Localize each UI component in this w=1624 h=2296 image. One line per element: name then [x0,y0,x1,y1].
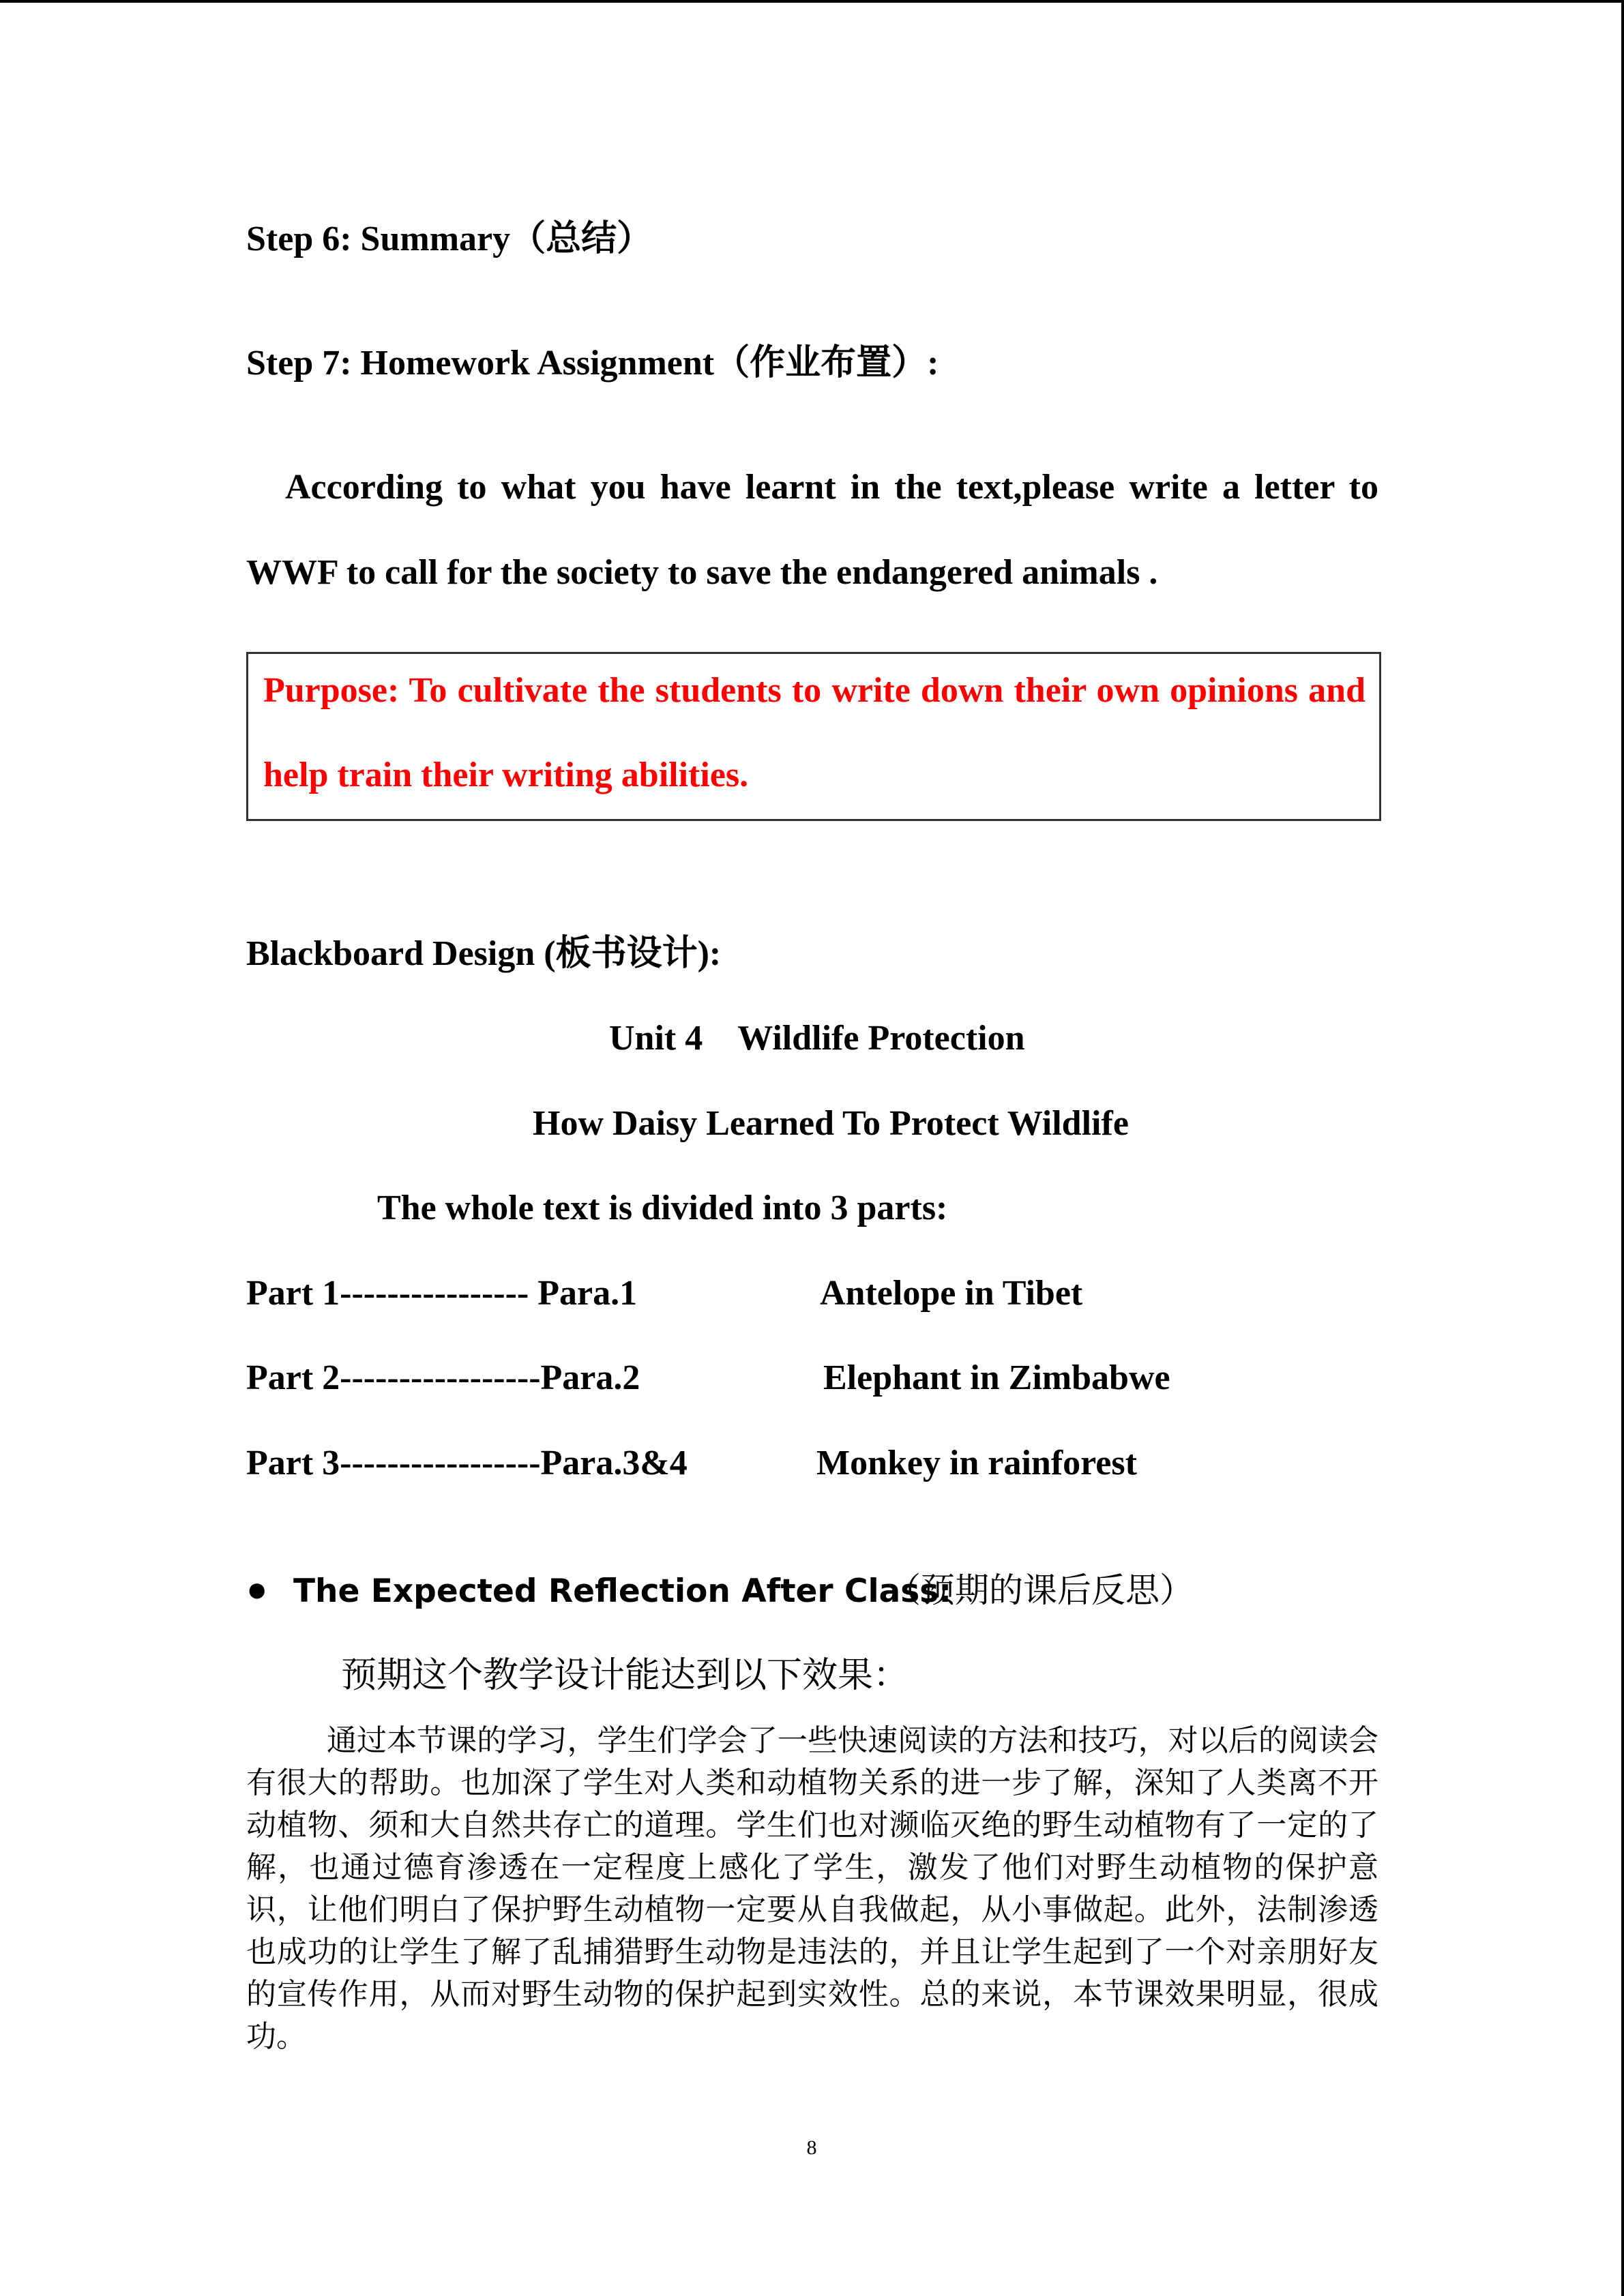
homework-text: According to what you have learnt in the text,please write a letter to WWF to call for the society to save the endangered animals . [246,468,1378,592]
step6-heading: Step 6: Summary（总结） [246,220,653,258]
part3-label: Part 3-----------------Para.3&4 [246,1444,688,1482]
purpose-box [246,652,1381,821]
reflection-heading: The Expected Reflection After Class: [293,1572,952,1610]
part1-topic: Antelope in Tibet [820,1274,1083,1313]
bullet-icon: ● [246,1570,268,1609]
page-number: 8 [806,2136,817,2159]
purpose-text: Purpose: To cultivate the students to write down their own opinions and help train their writing abilities. [263,671,1365,794]
page-top-border [0,0,1624,3]
lesson-title: How Daisy Learned To Protect Wildlife [533,1104,1129,1143]
part3-topic: Monkey in rainforest [816,1444,1137,1482]
reflection-heading-cn: （预期的课后反思） [887,1570,1194,1610]
step7-heading: Step 7: Homework Assignment（作业布置）: [246,344,939,383]
part2-topic: Elephant in Zimbabwe [823,1358,1170,1397]
reflection-subheading: 预期这个教学设计能达到以下效果： [341,1655,909,1696]
part2-label: Part 2-----------------Para.2 [246,1358,640,1397]
page-right-border [1621,0,1624,2296]
blackboard-heading: Blackboard Design (板书设计): [246,934,722,973]
parts-intro: The whole text is divided into 3 parts: [377,1189,948,1227]
reflection-body: 通过本节课的学习，学生们学会了一些快速阅读的方法和技巧，对以后的阅读会有很大的帮助。也加深了学生对人类和动植物关系的进一步了解，深知了人类离不开动植物、须和大自然共存亡的道理。学生们也对濒临灭绝的野生动植物有了一定的了解，也通过德育渗透在一定程度上感化了学生，激发了他们对野生动植物的保护意识，让他们明白了保护野生动植物一定要从自我做起，从小事做起。此外，法制渗透也成功的让学生了解了乱捕猎野生动物是违法的，并且让学生起到了一个对亲朋好友的宣传作用，从而对野生动物的保护起到实效性。总的来说，本节课效果明显，很成功。 [246,1723,1378,2054]
unit-title: Unit 4 Wildlife Protection [609,1019,1025,1058]
part1-label: Part 1---------------- Para.1 [246,1274,638,1313]
